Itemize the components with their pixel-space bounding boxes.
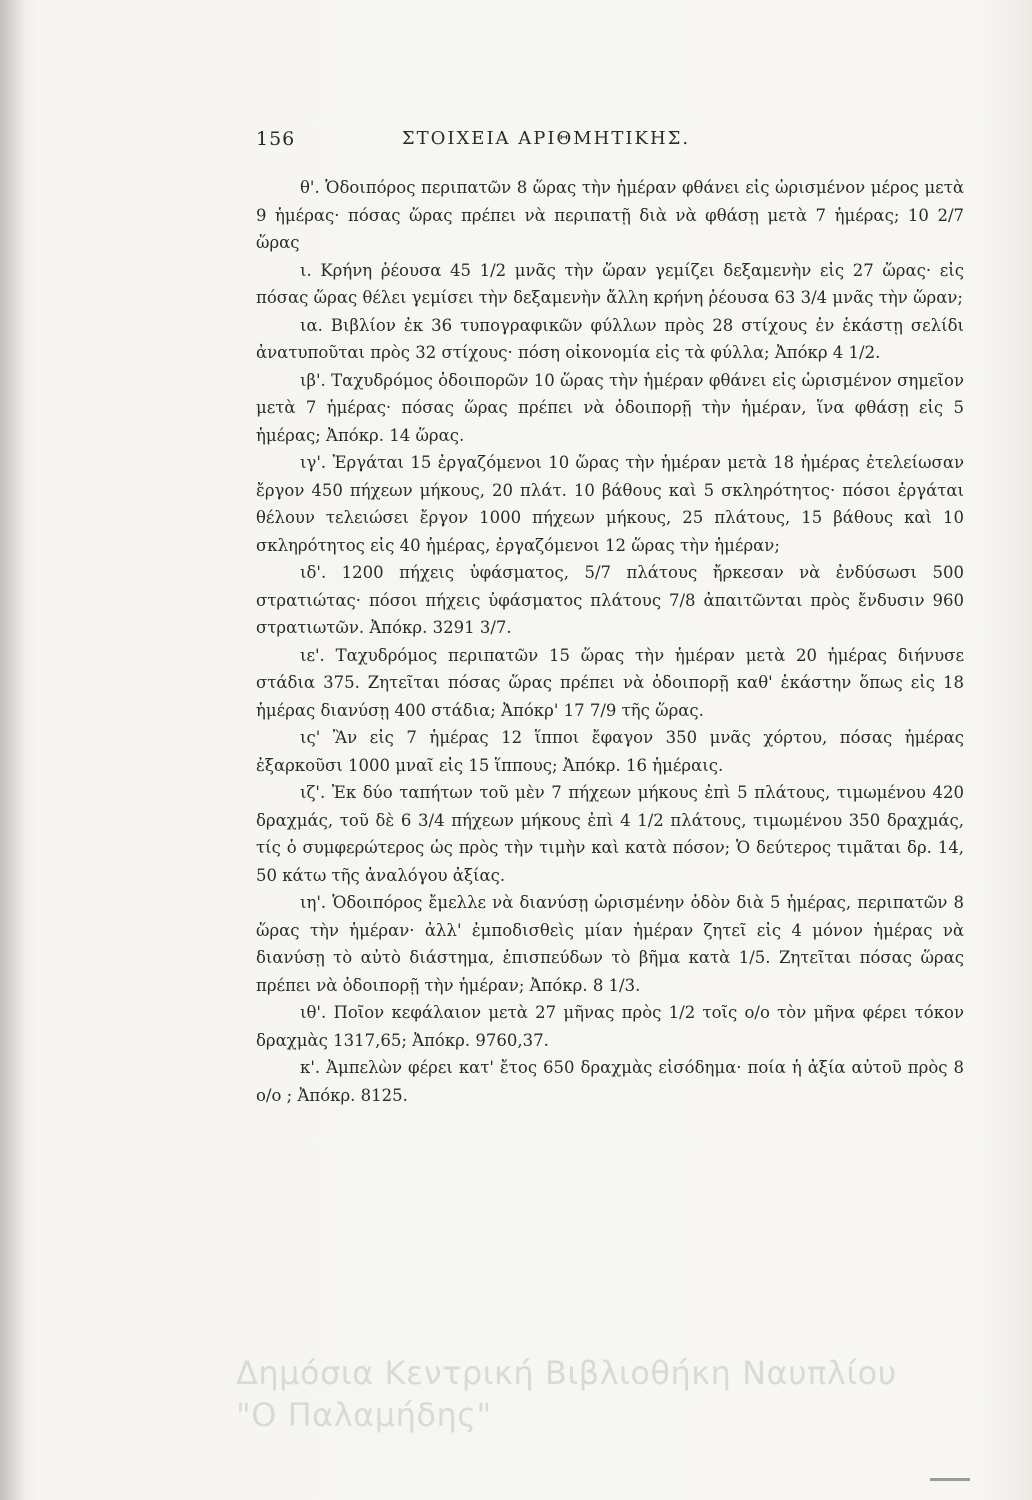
problem-19: ιθ'. Ποῖον κεφάλαιον μετὰ 27 μῆνας πρὸς 1/2 τοῖς ο/ο τὸν μῆνα φέρει τόκον δραχμὰς 1317,65; Ἀπόκρ. 9760,37. <box>256 1003 964 1050</box>
problem-12: ιβ'. Ταχυδρόμος ὁδοιπορῶν 10 ὥρας τὴν ἡμέραν φθάνει εἰς ὡρισμένον σημεῖον μετὰ 7 ἡμέρας· πόσας ὥρας πρέπει νὰ ὁδοιπορῇ τὴν ἡμέραν, ἵνα φθάσῃ εἰς 5 ἡμέρας; Ἀπόκρ. 14 ὥρας. <box>256 370 964 445</box>
watermark-line-2: "Ο Παλαμήδης" <box>236 1396 492 1434</box>
page-header <box>256 128 956 156</box>
problem-17: ιζ'. Ἐκ δύο ταπήτων τοῦ μὲν 7 πήχεων μήκους ἐπὶ 5 πλάτους, τιμωμένου 420 δραχμάς, τοῦ δὲ 6 3/4 πήχεων μήκους ἐπὶ 4 1/2 πλάτους, τιμωμένου 350 δραχμάς, τίς ὁ συμφερώτερος ὡς πρὸς τὴν τιμὴν καὶ κατὰ πόσον; Ὁ δεύτερος τιμᾶται δρ. 14, 50 κάτω τῆς ἀναλόγου ἀξίας. <box>256 783 964 885</box>
problem-15: ιε'. Ταχυδρόμος περιπατῶν 15 ὥρας τὴν ἡμέραν μετὰ 20 ἡμέρας διήνυσε στάδια 375. Ζητεῖται πόσας ὥρας πρέπει νὰ ὁδοιπορῇ καθ' ἑκάστην ὅπως εἰς 18 ἡμέρας διανύσῃ 400 στάδια; Ἀπόκρ' 17 7/9 τῆς ὥρας. <box>256 645 964 720</box>
problem-20: κ'. Ἀμπελὼν φέρει κατ' ἔτος 650 δραχμὰς εἰσόδημα· ποία ἡ ἀξία αὐτοῦ πρὸς 8 ο/ο ; Ἀπόκρ. 8125. <box>256 1058 964 1105</box>
problem-14: ιδ'. 1200 πήχεις ὑφάσματος, 5/7 πλάτους ἤρκεσαν νὰ ἐνδύσωσι 500 στρατιώτας· πόσοι πήχεις ὑφάσματος πλάτους 7/8 ἀπαιτῶνται πρὸς ἔνδυσιν 960 στρατιωτῶν. Ἀπόκρ. 3291 3/7. <box>256 563 964 637</box>
problem-10: ι. Κρήνη ῥέουσα 45 1/2 μνᾶς τὴν ὥραν γεμίζει δεξαμενὴν εἰς 27 ὥρας· εἰς πόσας ὥρας θέλει γεμίσει τὴν δεξαμενὴν ἄλλη κρήνη ῥέουσα 63 3/4 μνᾶς τὴν ὥραν; <box>256 260 964 307</box>
problem-18: ιη'. Ὁδοιπόρος ἔμελλε νὰ διανύσῃ ὡρισμένην ὁδὸν διὰ 5 ἡμέρας, περιπατῶν 8 ὥρας τὴν ἡμέραν· ἀλλ' ἐμποδισθεὶς μίαν ἡμέραν ζητεῖ εἰς 4 μόνον ἡμέρας νὰ διανύσῃ τὸ αὐτὸ διάστημα, ἐπισπεύδων τὸ βῆμα κατὰ 1/5. Ζητεῖται πόσας ὥρας πρέπει νὰ ὁδοιπορῇ τὴν ἡμέραν; Ἀπόκρ. 8 1/3. <box>256 893 964 995</box>
problem-11: ια. Βιβλίον ἐκ 36 τυπογραφικῶν φύλλων πρὸς 28 στίχους ἐν ἑκάστῃ σελίδι ἀνατυποῦται πρὸς 32 στίχους· πόση οἰκονομία εἰς τὰ φύλλα; Ἀπόκρ 4 1/2. <box>256 315 964 362</box>
running-title: ΣΤΟΙΧΕΙΑ ΑΡΙΘΜΗΤΙΚΗΣ. <box>401 128 691 149</box>
problem-list <box>256 174 964 1109</box>
binding-shadow <box>0 0 26 1500</box>
watermark-line-1: Δημόσια Κεντρική Βιβλιοθήκη Ναυπλίου <box>236 1354 897 1392</box>
page-number: 156 <box>256 128 296 150</box>
problem-9: θ'. Ὁδοιπόρος περιπατῶν 8 ὥρας τὴν ἡμέραν φθάνει εἰς ὡρισμένον μέρος μετὰ 9 ἡμέρας· πόσας ὥρας πρέπει νὰ περιπατῇ διὰ νὰ φθάσῃ μετὰ 7 ἡμέρας; 10 2/7 ὥρας <box>256 178 964 252</box>
problem-16: ις' Ἂν εἰς 7 ἡμέρας 12 ἵπποι ἔφαγον 350 μνᾶς χόρτου, πόσας ἡμέρας ἐξαρκοῦσι 1000 μναῖ εἰς 15 ἵππους; Ἀπόκρ. 16 ἡμέραις. <box>256 728 964 775</box>
scan-mark <box>930 1478 970 1481</box>
problem-13: ιγ'. Ἐργάται 15 ἐργαζόμενοι 10 ὥρας τὴν ἡμέραν μετὰ 18 ἡμέρας ἐτελείωσαν ἔργον 450 πήχεων μήκους, 20 πλάτ. 10 βάθους καὶ 5 σκληρότητος· πόσοι ἐργάται θέλουν τελειώσει ἔργον 1000 πήχεων μήκους, 25 πλάτους, 15 βάθους καὶ 10 σκληρότητος εἰς 40 ἡμέρας, ἐργαζόμενοι 12 ὥρας τὴν ἡμέραν; <box>256 453 964 555</box>
library-watermark <box>236 1352 996 1436</box>
